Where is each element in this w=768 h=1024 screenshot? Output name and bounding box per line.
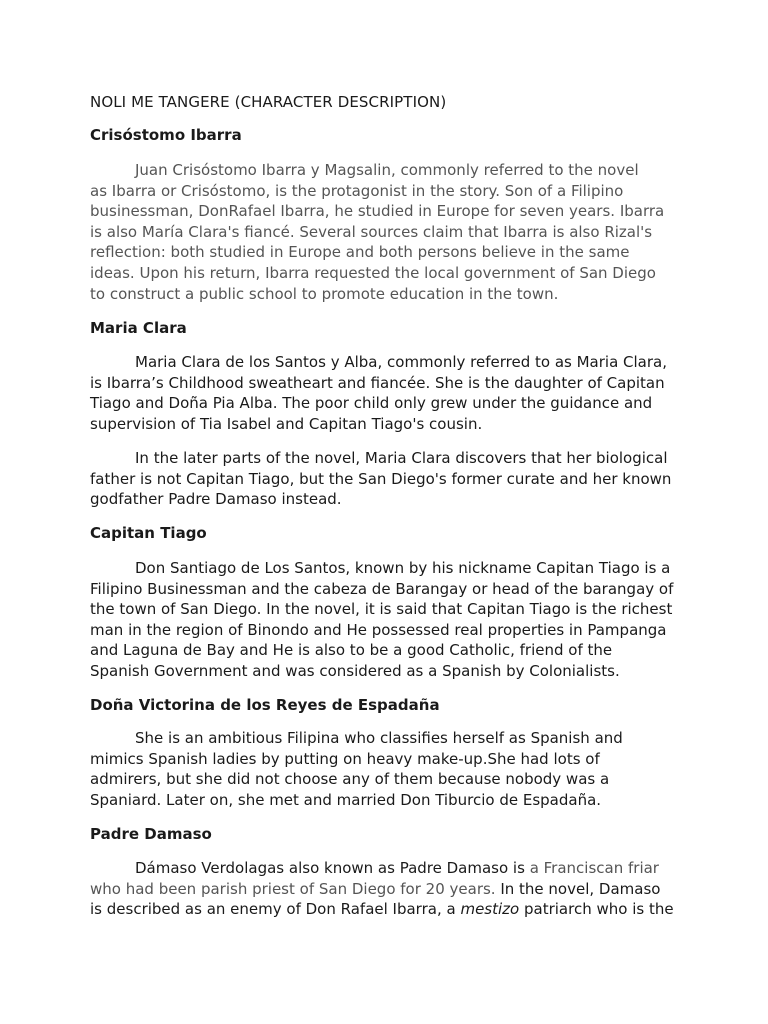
text-run-muted: a Franciscan friar [529, 859, 659, 877]
text-line: Tiago and Doña Pia Alba. The poor child only grew under the guidance and [90, 394, 653, 413]
text-run-italic: mestizo [460, 900, 520, 919]
text-line: the town of San Diego. In the novel, it is said that Capitan Tiago is the richest [90, 600, 673, 619]
text-line: man in the region of Binondo and He possessed real properties in Pampanga [90, 620, 667, 639]
text-run: patriarch who is the [519, 900, 674, 919]
paragraph-ibarra [90, 160, 690, 304]
text-line: She is an ambitious Filipina who classifies herself as Spanish and [135, 729, 623, 747]
text-line: father is not Capitan Tiago, but the San Diego's former curate and her known [90, 469, 672, 488]
section-heading-padre-damaso: Padre Damaso [90, 825, 212, 843]
paragraph-maria-clara-1 [90, 352, 690, 434]
text-line: is Ibarra’s Childhood sweatheart and fiancée. She is the daughter of Capitan [90, 373, 665, 392]
paragraph-capitan-tiago [90, 558, 690, 682]
text-line: mimics Spanish ladies by putting on heavy make-up.She had lots of [90, 749, 600, 768]
paragraph-maria-clara-2 [90, 448, 690, 510]
text-line [90, 858, 690, 879]
text-line: Don Santiago de Los Santos, known by his nickname Capitan Tiago is a [135, 559, 671, 577]
section-heading-ibarra: Crisóstomo Ibarra [90, 126, 242, 144]
text-line: Spaniard. Later on, she met and married Don Tiburcio de Espadaña. [90, 790, 602, 809]
section-heading-dona-victorina: Doña Victorina de los Reyes de Espadaña [90, 696, 440, 714]
text-line: supervision of Tia Isabel and Capitan Tiago's cousin. [90, 414, 483, 433]
text-line: businessman, DonRafael Ibarra, he studied in Europe for seven years. Ibarra [90, 202, 665, 221]
text-line: as Ibarra or Crisóstomo, is the protagonist in the story. Son of a Filipino [90, 181, 624, 200]
document-title: NOLI ME TANGERE (CHARACTER DESCRIPTION) [90, 93, 447, 111]
text-line: godfather Padre Damaso instead. [90, 490, 342, 509]
section-heading-maria-clara: Maria Clara [90, 319, 187, 337]
text-line [90, 899, 690, 920]
text-line: Spanish Government and was considered as a Spanish by Colonialists. [90, 661, 620, 680]
text-run: is described as an enemy of Don Rafael Ibarra, a [90, 900, 461, 919]
text-line: Maria Clara de los Santos y Alba, commonly referred to as Maria Clara, [135, 353, 667, 371]
text-run: Dámaso Verdolagas also known as Padre Damaso is [135, 859, 530, 877]
text-line: Juan Crisóstomo Ibarra y Magsalin, commonly referred to the novel [135, 161, 639, 179]
text-run: In the novel, Damaso [495, 879, 661, 898]
section-heading-capitan-tiago: Capitan Tiago [90, 524, 207, 542]
text-line: to construct a public school to promote education in the town. [90, 284, 559, 303]
paragraph-dona-victorina [90, 728, 690, 810]
text-line: reflection: both studied in Europe and both persons believe in the same [90, 243, 630, 262]
text-line: and Laguna de Bay and He is also to be a good Catholic, friend of the [90, 641, 613, 660]
text-run-muted: who had been parish priest of San Diego for 20 years. [90, 879, 496, 898]
paragraph-padre-damaso [90, 858, 690, 920]
text-line: ideas. Upon his return, Ibarra requested the local government of San Diego [90, 263, 656, 282]
text-line: Filipino Businessman and the cabeza de Barangay or head of the barangay of [90, 579, 674, 598]
text-line: is also María Clara's fiancé. Several sources claim that Ibarra is also Rizal's [90, 222, 653, 241]
text-line: admirers, but she did not choose any of them because nobody was a [90, 770, 610, 789]
text-line: In the later parts of the novel, Maria Clara discovers that her biological [135, 449, 668, 467]
text-line [90, 879, 690, 900]
